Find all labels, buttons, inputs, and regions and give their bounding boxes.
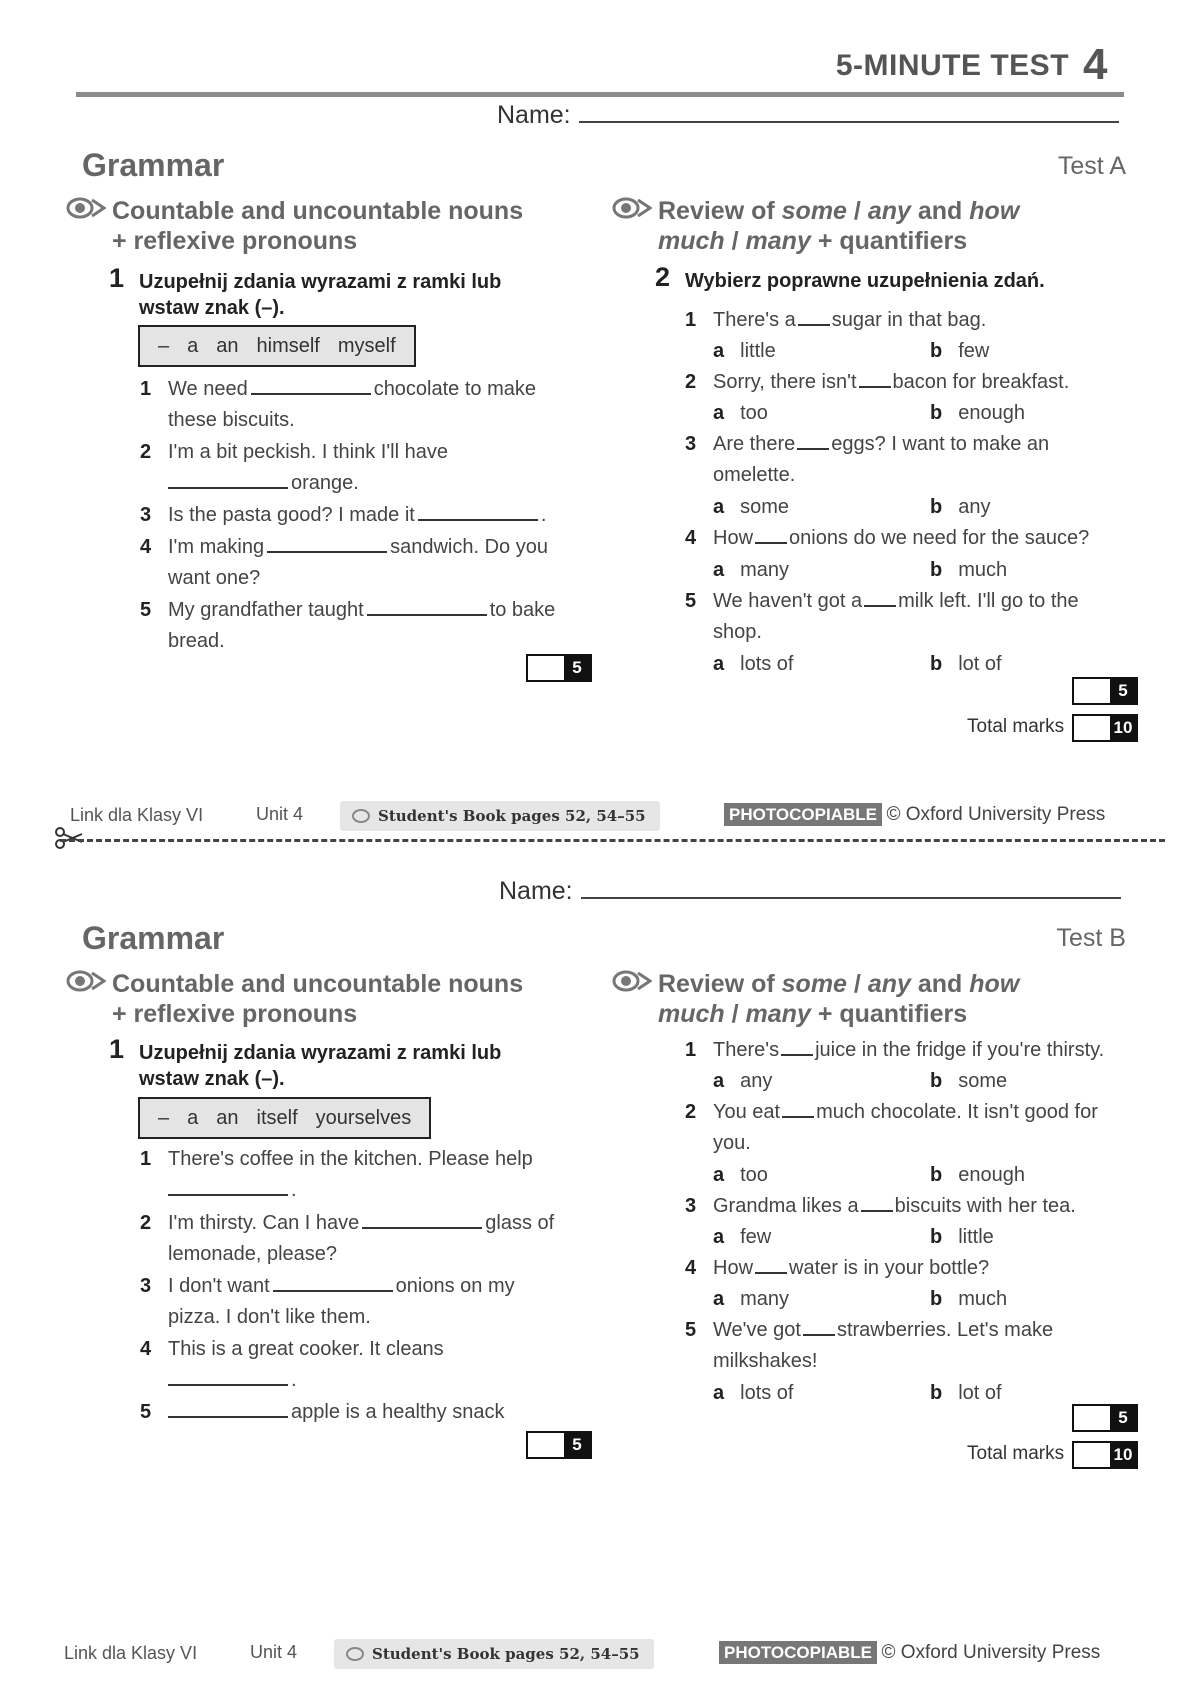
question-a2-2 — [685, 367, 1133, 398]
heading-text: Review of — [658, 970, 775, 998]
publisher: © Oxford University Press — [886, 804, 1106, 825]
question-number: 2 — [685, 1101, 697, 1123]
question-text: sandwich. Do you — [390, 536, 548, 558]
question-number: 5 — [685, 590, 697, 612]
heading-text: much — [658, 227, 725, 255]
heading-text: much — [658, 1000, 725, 1028]
heading-line: Countable and uncountable nouns — [112, 970, 524, 998]
option-b[interactable]: b some — [930, 1070, 1008, 1092]
word: an — [216, 335, 239, 357]
question-text: lemonade, please? — [168, 1243, 338, 1265]
question-b2-3 — [685, 1191, 1133, 1222]
question-text: . — [540, 504, 547, 526]
instruction-text: Uzupełnij zdania wyrazami z ramki lub — [139, 271, 502, 293]
total-max-score: 10 — [1110, 1443, 1136, 1467]
test-title — [835, 36, 1108, 89]
cut-line — [60, 839, 1165, 842]
question-number: 3 — [685, 1195, 697, 1217]
question-number: 2 — [140, 1212, 152, 1234]
name-blank[interactable] — [581, 877, 1121, 899]
word: an — [216, 1107, 239, 1129]
heading-text: and — [917, 970, 963, 998]
question-a1-1 — [140, 374, 588, 436]
photocopiable-badge: PHOTOCOPIABLE — [719, 1641, 877, 1664]
option-text: some — [958, 1070, 1008, 1092]
section-heading-countable-b — [112, 969, 523, 1029]
question-text: Are there — [713, 433, 796, 455]
answer-blank[interactable] — [367, 596, 487, 616]
question-b2-1 — [685, 1035, 1153, 1066]
word: itself — [256, 1107, 298, 1129]
heading-text: / — [853, 970, 861, 998]
heading-text: + quantifiers — [817, 227, 968, 255]
eye-icon — [612, 969, 652, 993]
question-number: 2 — [140, 441, 152, 463]
eye-icon — [352, 809, 370, 823]
header-rule — [76, 92, 1124, 97]
test-label-a: Test A — [1057, 152, 1126, 180]
question-text: eggs? I want to make an — [831, 433, 1050, 455]
question-text: chocolate to make — [373, 378, 537, 400]
question-text: want one? — [168, 567, 261, 589]
heading-text: some — [781, 970, 847, 998]
answer-blank[interactable] — [273, 1272, 393, 1292]
question-number: 1 — [685, 1039, 697, 1061]
option-text: any — [740, 1070, 773, 1092]
question-a2-1 — [685, 305, 1133, 336]
question-text: My grandfather taught — [168, 599, 364, 621]
heading-text: how — [969, 197, 1020, 225]
total-score-box-b — [1072, 1441, 1138, 1469]
option-text: enough — [958, 402, 1025, 424]
word: yourselves — [315, 1107, 412, 1129]
question-number: 3 — [140, 504, 152, 526]
question-number: 3 — [685, 433, 697, 455]
question-text: You eat — [713, 1101, 781, 1123]
question-a2-3 — [685, 429, 1133, 491]
heading-text: + quantifiers — [817, 1000, 968, 1028]
question-number: 2 — [685, 371, 697, 393]
option-a[interactable]: a any — [713, 1070, 773, 1092]
question-b1-4 — [140, 1334, 588, 1396]
heading-text: many — [745, 1000, 811, 1028]
score-box-a2 — [1072, 677, 1138, 705]
total-marks-label-b: Total marks — [967, 1443, 1065, 1464]
test-title-text: 5-MINUTE TEST — [835, 49, 1070, 82]
section-heading-countable-a — [112, 196, 523, 256]
question-text: I'm thirsty. Can I have — [168, 1212, 360, 1234]
question-text: omelette. — [713, 464, 796, 486]
option-a[interactable]: a lots of — [713, 653, 794, 675]
question-b2-2 — [685, 1097, 1143, 1159]
score-box-b1 — [526, 1431, 592, 1459]
option-a[interactable]: a too — [713, 1164, 768, 1186]
answer-blank[interactable] — [267, 533, 387, 553]
max-score: 5 — [564, 656, 590, 680]
question-a1-2 — [140, 437, 588, 499]
option-text: much — [958, 559, 1008, 581]
answer-blank[interactable] — [798, 306, 830, 326]
footer-course-a: Link dla Klasy VI — [70, 805, 204, 825]
footer-unit-a: Unit 4 — [256, 804, 304, 824]
option-b[interactable]: b much — [930, 1288, 1008, 1310]
answer-blank[interactable] — [861, 1192, 893, 1212]
score-box-a1 — [526, 654, 592, 682]
question-text: I don't want — [168, 1275, 270, 1297]
question-text: juice in the fridge if you're thirsty. — [815, 1039, 1105, 1061]
option-b[interactable]: b enough — [930, 402, 1025, 424]
word-box-a — [138, 325, 416, 367]
option-text: few — [740, 1226, 772, 1248]
heading-text: and — [917, 197, 963, 225]
question-text: pizza. I don't like them. — [168, 1306, 371, 1328]
name-label: Name: — [497, 101, 571, 129]
answer-blank[interactable] — [418, 501, 538, 521]
sb-pages-text: Student's Book pages 52, 54–55 — [372, 1645, 640, 1663]
option-text: some — [740, 496, 790, 518]
word: myself — [337, 335, 396, 357]
question-number: 3 — [140, 1275, 152, 1297]
option-a[interactable]: a little — [713, 340, 776, 362]
question-text: This is a great cooker. It cleans — [168, 1338, 444, 1360]
answer-blank[interactable] — [782, 1098, 814, 1118]
name-field-a[interactable] — [497, 101, 1119, 130]
option-b[interactable]: b any — [930, 496, 991, 518]
word: – — [158, 1107, 170, 1129]
option-b[interactable]: b few — [930, 340, 990, 362]
heading-text: / — [731, 227, 739, 255]
option-b[interactable]: b lot of — [930, 1382, 1002, 1404]
question-number: 5 — [685, 1319, 697, 1341]
option-a[interactable]: a many — [713, 1288, 790, 1310]
max-score: 5 — [564, 1433, 590, 1457]
option-a[interactable]: a too — [713, 402, 768, 424]
option-text: too — [740, 402, 768, 424]
question-text: much chocolate. It isn't good for — [816, 1101, 1098, 1123]
heading-line: Countable and uncountable nouns — [112, 197, 524, 225]
instruction-text: wstaw znak (–). — [139, 1068, 285, 1090]
photocopiable-badge: PHOTOCOPIABLE — [724, 803, 882, 826]
answer-blank[interactable] — [803, 1316, 835, 1336]
heading-text: any — [867, 197, 911, 225]
option-text: much — [958, 1288, 1008, 1310]
question-text: orange. — [291, 472, 359, 494]
question-text: . — [291, 1369, 297, 1391]
question-text: sugar in that bag. — [831, 309, 987, 331]
exercise-number: 2 — [655, 262, 671, 292]
answer-blank[interactable] — [781, 1036, 813, 1056]
heading-text: any — [867, 970, 911, 998]
option-text: little — [958, 1226, 994, 1248]
question-text: bread. — [168, 630, 225, 652]
option-a[interactable]: a few — [713, 1226, 772, 1248]
answer-blank[interactable] — [864, 587, 896, 607]
total-max-score: 10 — [1110, 716, 1136, 740]
question-text: I'm a bit peckish. I think I'll have — [168, 441, 448, 463]
answer-blank[interactable] — [797, 430, 829, 450]
heading-text: how — [969, 970, 1020, 998]
score-entry[interactable] — [1074, 1406, 1110, 1430]
footer-course-b: Link dla Klasy VI — [64, 1643, 198, 1663]
option-b[interactable]: b lot of — [930, 653, 1002, 675]
option-text: many — [740, 559, 790, 581]
option-text: few — [958, 340, 990, 362]
grammar-title-b: Grammar — [82, 920, 225, 956]
section-heading-review-b — [658, 969, 1019, 1029]
instruction-a2 — [655, 262, 1045, 294]
question-text: glass of — [485, 1212, 555, 1234]
publisher: © Oxford University Press — [881, 1642, 1101, 1663]
question-text: There's — [713, 1039, 780, 1061]
question-text: Grandma likes a — [713, 1195, 859, 1217]
score-entry[interactable] — [528, 1433, 564, 1457]
name-blank[interactable] — [579, 101, 1119, 123]
sb-pages-pill-a — [340, 801, 660, 831]
answer-blank[interactable] — [168, 1398, 288, 1418]
sb-pages-text: Student's Book pages 52, 54–55 — [378, 807, 646, 825]
instruction-b1 — [109, 1034, 502, 1092]
option-a[interactable]: a many — [713, 559, 790, 581]
eye-icon — [66, 196, 106, 220]
question-a1-4 — [140, 532, 588, 594]
question-text: There's coffee in the kitchen. Please help — [168, 1148, 533, 1170]
heading-line: + reflexive pronouns — [112, 1000, 358, 1028]
instruction-text: wstaw znak (–). — [139, 297, 285, 319]
max-score: 5 — [1110, 679, 1136, 703]
instruction-a1 — [109, 263, 502, 321]
question-text: milk left. I'll go to the — [898, 590, 1079, 612]
question-b1-1 — [140, 1144, 588, 1206]
question-b2-5 — [685, 1315, 1133, 1377]
question-number: 4 — [140, 1338, 152, 1360]
heading-text: / — [731, 1000, 739, 1028]
word: a — [187, 1107, 199, 1129]
exercise-number: 1 — [109, 263, 125, 293]
question-b1-3 — [140, 1271, 588, 1333]
answer-blank[interactable] — [859, 368, 891, 388]
word: himself — [256, 335, 320, 357]
heading-line: + reflexive pronouns — [112, 227, 358, 255]
question-a2-4 — [685, 523, 1143, 554]
score-entry[interactable] — [1074, 1443, 1110, 1467]
heading-text: / — [853, 197, 861, 225]
question-text: shop. — [713, 621, 762, 643]
option-b[interactable]: b enough — [930, 1164, 1025, 1186]
question-number: 4 — [685, 1257, 697, 1279]
question-text: you. — [713, 1132, 751, 1154]
option-text: lot of — [958, 1382, 1002, 1404]
option-text: any — [958, 496, 991, 518]
heading-text: many — [745, 227, 811, 255]
question-text: strawberries. Let's make — [836, 1319, 1054, 1341]
question-text: apple is a healthy snack — [291, 1401, 505, 1423]
question-number: 4 — [685, 527, 697, 549]
question-text: There's a — [713, 309, 796, 331]
answer-blank[interactable] — [168, 469, 288, 489]
option-text: too — [740, 1164, 768, 1186]
question-number: 5 — [140, 1401, 152, 1423]
scissors-icon — [54, 826, 84, 850]
question-text: these biscuits. — [168, 409, 295, 431]
score-entry[interactable] — [1074, 716, 1110, 740]
answer-blank[interactable] — [362, 1209, 482, 1229]
question-number: 1 — [140, 1148, 152, 1170]
question-text: We've got — [713, 1319, 801, 1341]
question-text: How — [713, 527, 754, 549]
name-label: Name: — [499, 877, 573, 905]
option-a[interactable]: a lots of — [713, 1382, 794, 1404]
max-score: 5 — [1110, 1406, 1136, 1430]
eye-icon — [66, 969, 106, 993]
instruction-text: Wybierz poprawne uzupełnienia zdań. — [685, 270, 1045, 292]
question-text: Is the pasta good? I made it — [168, 504, 415, 526]
word: a — [187, 335, 199, 357]
question-text: We need — [168, 378, 248, 400]
eye-icon — [612, 196, 652, 220]
option-b[interactable]: b little — [930, 1226, 994, 1248]
answer-blank[interactable] — [168, 1366, 288, 1386]
question-text: . — [291, 1179, 297, 1201]
question-text: to bake — [489, 599, 556, 621]
question-text: I'm making — [168, 536, 265, 558]
word: – — [158, 335, 170, 357]
answer-blank[interactable] — [251, 375, 371, 395]
eye-icon — [346, 1647, 364, 1661]
option-text: lots of — [740, 1382, 794, 1404]
answer-blank[interactable] — [755, 524, 787, 544]
question-text: onions on my — [395, 1275, 515, 1297]
question-text: onions do we need for the sauce? — [789, 527, 1090, 549]
option-text: lot of — [958, 653, 1002, 675]
question-text: Sorry, there isn't — [713, 371, 857, 393]
photocopiable-b — [719, 1642, 1100, 1664]
exercise-number: 1 — [109, 1034, 125, 1064]
question-a2-5 — [685, 586, 1133, 648]
photocopiable-a — [724, 804, 1105, 826]
score-box-b2 — [1072, 1404, 1138, 1432]
option-text: many — [740, 1288, 790, 1310]
option-text: little — [740, 340, 776, 362]
question-text: biscuits with her tea. — [894, 1195, 1076, 1217]
question-text: bacon for breakfast. — [892, 371, 1070, 393]
question-number: 4 — [140, 536, 152, 558]
answer-blank[interactable] — [168, 1176, 288, 1196]
score-entry[interactable] — [528, 656, 564, 680]
heading-text: Review of — [658, 197, 775, 225]
question-a1-5 — [140, 595, 588, 657]
section-heading-review-a — [658, 196, 1019, 256]
sb-pages-pill-b — [334, 1639, 654, 1669]
question-number: 1 — [140, 378, 152, 400]
instruction-text: Uzupełnij zdania wyrazami z ramki lub — [139, 1042, 502, 1064]
grammar-title-a: Grammar — [82, 147, 225, 183]
test-label-b: Test B — [1056, 924, 1126, 952]
question-b2-4 — [685, 1253, 1133, 1284]
total-marks-label-a: Total marks — [967, 716, 1065, 737]
name-field-b[interactable] — [499, 877, 1121, 906]
question-text: How — [713, 1257, 754, 1279]
option-b[interactable]: b much — [930, 559, 1008, 581]
option-text: enough — [958, 1164, 1025, 1186]
option-a[interactable]: a some — [713, 496, 790, 518]
footer-unit-b: Unit 4 — [250, 1642, 298, 1662]
option-text: lots of — [740, 653, 794, 675]
answer-blank[interactable] — [755, 1254, 787, 1274]
question-b1-5 — [140, 1397, 588, 1428]
question-number: 1 — [685, 309, 697, 331]
question-text: We haven't got a — [713, 590, 863, 612]
heading-text: some — [781, 197, 847, 225]
word-box-b — [138, 1097, 431, 1139]
question-a1-3 — [140, 500, 588, 531]
question-number: 5 — [140, 599, 152, 621]
question-text: milkshakes! — [713, 1350, 818, 1372]
question-text: water is in your bottle? — [789, 1257, 990, 1279]
score-entry[interactable] — [1074, 679, 1110, 703]
question-b1-2 — [140, 1208, 588, 1270]
total-score-box-a — [1072, 714, 1138, 742]
test-number: 4 — [1083, 40, 1108, 89]
